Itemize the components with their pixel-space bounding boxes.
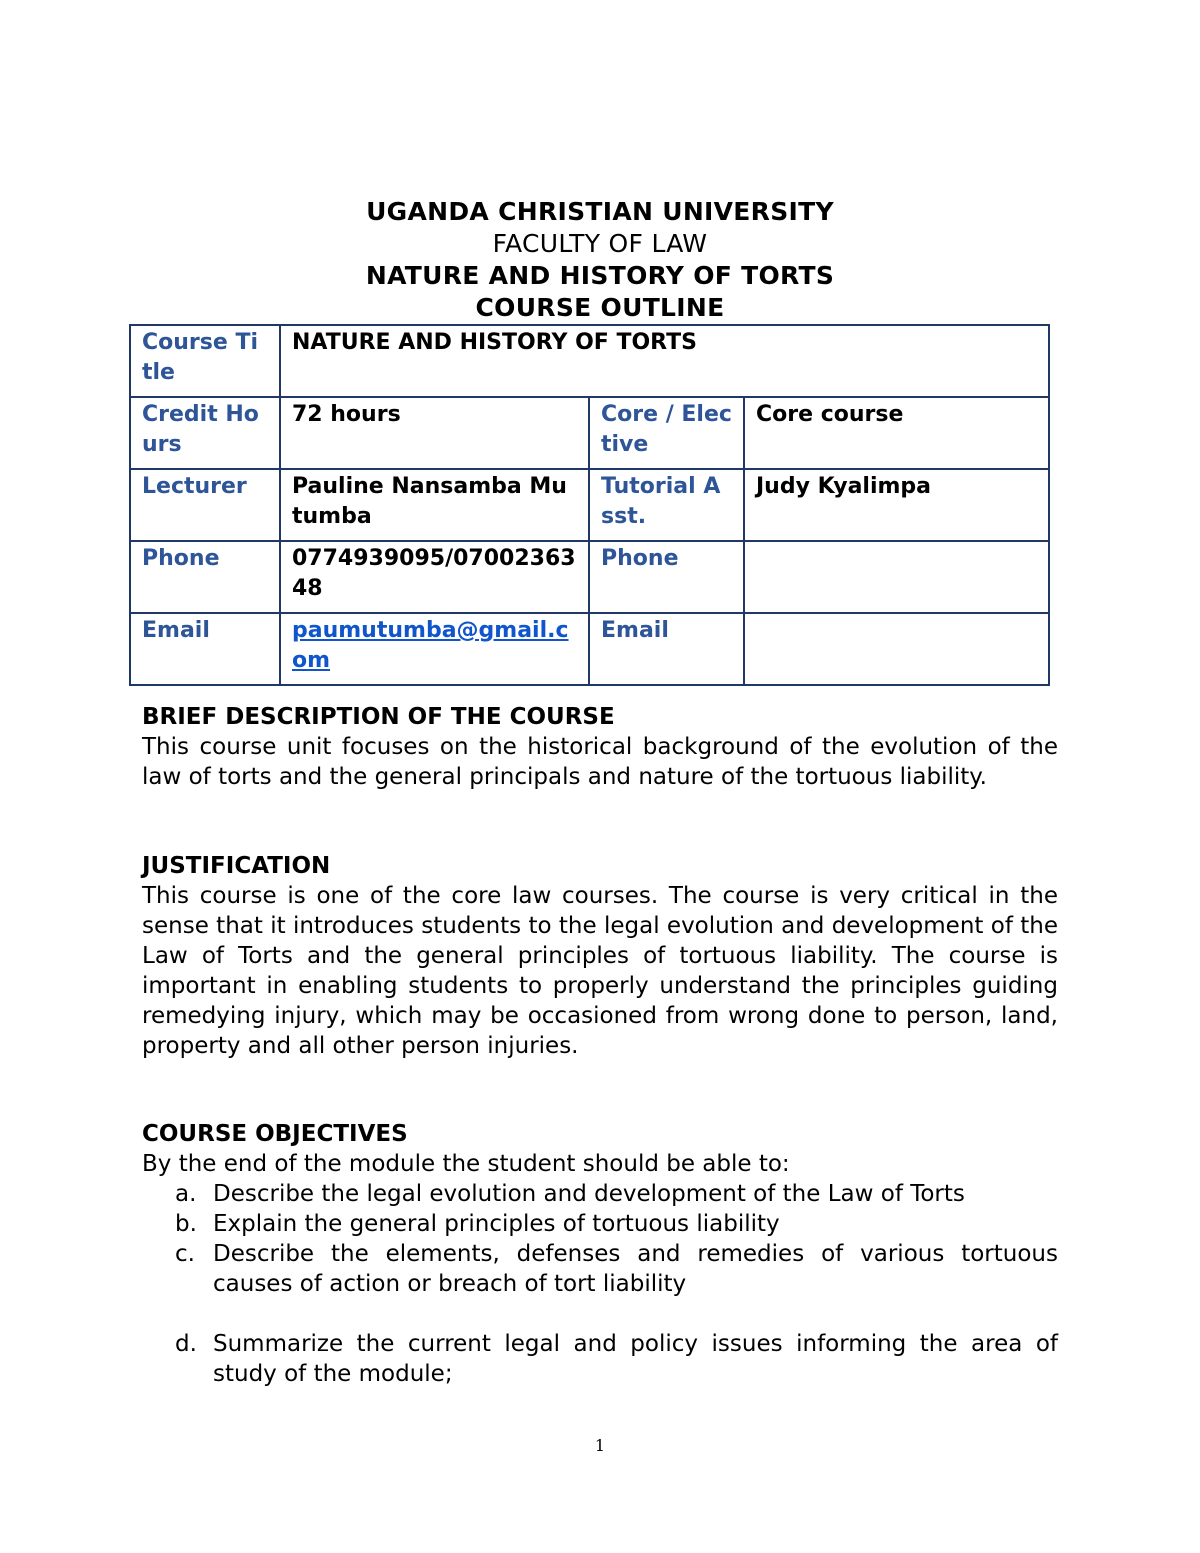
core-elective-label: Core / Elective (589, 397, 744, 469)
document-type-heading: COURSE OUTLINE (475, 293, 725, 322)
table-row (130, 469, 1049, 541)
description-section (142, 702, 1058, 792)
objective-text: Summarize the current legal and policy issues informing the area of study of the module; (213, 1331, 1058, 1387)
justification-text: This course is one of the core law courses. The course is very critical in the sense that it introduces students to the legal evolution and development of the Law of Torts and the general principles of tortuous liability. The course is important in enabling students to properly understand the principles guiding remedying injury, which may be occasioned from wrong done to person, land, property and all other person injuries. (142, 883, 1058, 1059)
objective-text: Explain the general principles of tortuous liability (213, 1211, 780, 1237)
table-row (130, 397, 1049, 469)
list-item (142, 1209, 1058, 1239)
justification-heading: JUSTIFICATION (142, 853, 331, 879)
list-marker: c. (175, 1241, 195, 1267)
objectives-intro: By the end of the module the student should be able to: (142, 1151, 790, 1177)
lecturer-value: Pauline Nansamba Mutumba (280, 469, 589, 541)
objectives-section (142, 1119, 1058, 1389)
course-name-heading: NATURE AND HISTORY OF TORTS (365, 261, 835, 290)
phone-value: 0774939095/0700236348 (280, 541, 589, 613)
page-number: 1 (594, 1436, 606, 1455)
credit-hours-value: 72 hours (280, 397, 589, 469)
faculty-name: FACULTY OF LAW (492, 229, 708, 258)
email-link[interactable]: paumutumba@gmail.com (280, 613, 589, 685)
course-info-table (129, 324, 1050, 686)
table-row (130, 541, 1049, 613)
tutorial-email-value (744, 613, 1049, 685)
objective-text: Describe the elements, defenses and remedies of various tortuous causes of action or breach of tort liability (213, 1241, 1058, 1297)
list-item (142, 1179, 1058, 1209)
credit-hours-label: Credit Hours (130, 397, 280, 469)
list-marker: a. (175, 1181, 197, 1207)
core-elective-value: Core course (744, 397, 1049, 469)
tutorial-phone-value (744, 541, 1049, 613)
objectives-list (142, 1179, 1058, 1389)
list-item (142, 1239, 1058, 1299)
lecturer-label: Lecturer (130, 469, 280, 541)
tutorial-email-label: Email (589, 613, 744, 685)
objectives-heading: COURSE OBJECTIVES (142, 1121, 408, 1147)
list-marker: d. (175, 1331, 197, 1357)
description-text: This course unit focuses on the historical background of the evolution of the law of torts and the general principals and nature of the tortuous liability. (142, 734, 1058, 790)
course-title-value: NATURE AND HISTORY OF TORTS (280, 325, 1049, 397)
course-title-label: Course Title (130, 325, 280, 397)
document-header (0, 196, 1200, 324)
table-row (130, 613, 1049, 685)
justification-section (142, 851, 1058, 1061)
list-item (142, 1329, 1058, 1389)
university-name: UGANDA CHRISTIAN UNIVERSITY (366, 197, 834, 226)
tutorial-assistant-value: Judy Kyalimpa (744, 469, 1049, 541)
table-row (130, 325, 1049, 397)
objective-text: Describe the legal evolution and development of the Law of Torts (213, 1181, 965, 1207)
tutorial-assistant-label: Tutorial Asst. (589, 469, 744, 541)
list-marker: b. (175, 1211, 197, 1237)
phone-label: Phone (130, 541, 280, 613)
description-heading: BRIEF DESCRIPTION OF THE COURSE (142, 704, 615, 730)
tutorial-phone-label: Phone (589, 541, 744, 613)
email-label: Email (130, 613, 280, 685)
